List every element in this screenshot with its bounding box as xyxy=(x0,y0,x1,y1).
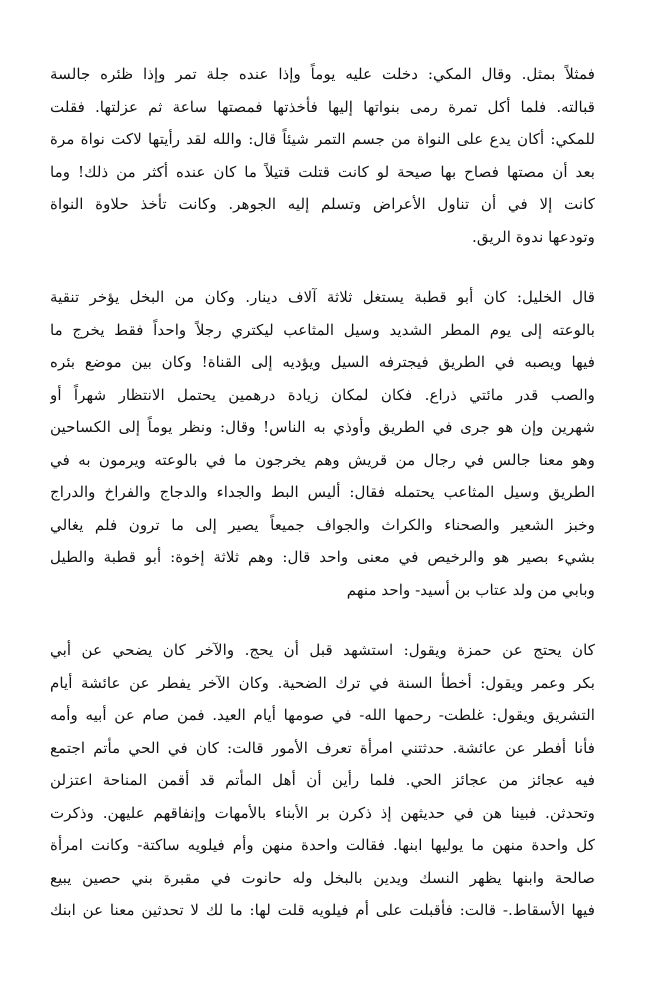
text-line: بشيء بصير هو والرخيص في معنى واحد قال: وهم ثلاثة إخوة: أبو قطبة والطيل xyxy=(50,548,595,566)
text-line: وتحدثن. فبينا هن في حديثهن إذ ذكرن بر الأبناء بالأمهات وإنفاقهم عليهن. وذكرت xyxy=(50,803,595,822)
text-line: التشريق ويقول: غلطت- رحمها الله- في صومها أيام العيد. فمن صام عن أبيه وأمه xyxy=(50,706,595,724)
text-line: قال الخليل: كان أبو قطبة يستغل ثلاثة آلاف دينار. وكان من البخل يؤخر تنقية xyxy=(50,288,595,306)
paragraph-1 xyxy=(50,58,595,253)
text-line: قبالته. فلما أكل تمرة رمى بنواتها إليها فأخذتها فمصتها ساعة ثم عزلتها. فقلت xyxy=(50,97,595,116)
document-page xyxy=(50,58,595,927)
text-line: فأنا أفطر عن عائشة. حدثتني امرأة تعرف الأمور قالت: كان في الحي مأتم اجتمع xyxy=(50,738,595,757)
text-line: فيها الأسقاط.- قالت: فأقبلت على أم فيلويه قلت لها: ما لك لا تحدثين معنا عن ابنك xyxy=(50,901,595,919)
text-line: فيه عجائز من عجائز الحي. فلما رأين أن أهل المأتم قد أقمن المناحة اعتزلن xyxy=(50,771,595,789)
text-line: كان يحتج عن حمزة ويقول: استشهد قبل أن يحج. والآخر كان يضحي عن أبي xyxy=(50,641,595,659)
text-line: صالحة وابنها يظهر النسك ويدين بالبخل وله حانوت في مقبرة بني حصين يبيع xyxy=(50,868,595,887)
text-line: شهرين وإن هو جرى في الطريق وأوذي به الناس! وقال: ونظر يوماً إلى الكساحين xyxy=(50,418,595,436)
text-line: فمثلاً بمثل. وقال المكي: دخلت عليه يوماً وإذا عنده جلة تمر وإذا ظئره جالسة xyxy=(50,65,595,83)
text-line: فيها ويصبه في الطريق فيجترفه السيل ويؤديه إلى القناة! وكان بين موضع بئره xyxy=(50,353,595,371)
text-line: وتودعها ندوة الريق. xyxy=(472,227,595,246)
text-line: بعد أن مصتها فصاح بها صيحة لو كانت قتلت قتيلاً ما كان عنده أكثر من ذلك! وما xyxy=(50,162,595,181)
text-line: وخبز الشعير والصحناء والكراث والجواف جميعاً يصير إلى ما ترون فلم يغالي xyxy=(50,515,595,534)
text-line: والصب قدر مائتي ذراع. فكان لمكان زيادة درهمين يحتمل الانتظار شهراً أو xyxy=(50,385,595,404)
text-line: كانت إلا في أن تناول الأعراض وتسلم إليه الجوهر. وكانت تأخذ حلاوة النواة xyxy=(50,195,595,213)
text-line: بالوعته إلى يوم المطر الشديد وسيل المثاعب ليكتري رجلاً واحداً فقط يخرج ما xyxy=(50,320,595,339)
text-line: بكر وعمر ويقول: أخطأ السنة في ترك الضحية. وكان الآخر يفطر عن عائشة أيام xyxy=(50,673,595,692)
text-line: للمكي: أكان يدع على النواة من جسم التمر شيئاً قال: والله لقد رأيتها لاكت نواة مرة xyxy=(50,130,595,148)
text-line: وبابي من ولد عتاب بن أسيد- واحد منهم xyxy=(346,580,595,599)
text-line: الطريق وسيل المثاعب يحتمله فقال: أليس البط والجداء والدجاج والفراخ والدراج xyxy=(50,483,595,501)
text-line: وهو معنا جالس في رجال من قريش وهم يخرجون ما في بالوعته ويرمون به في xyxy=(50,450,595,469)
paragraph-gap xyxy=(50,253,595,281)
text-line: كل واحدة منهن ما يوليها ابنها. فقالت واحدة منهن وأم فيلويه ساكتة- وكانت امرأة xyxy=(50,836,595,854)
paragraph-3 xyxy=(50,634,595,927)
paragraph-2 xyxy=(50,281,595,606)
paragraph-gap xyxy=(50,606,595,634)
